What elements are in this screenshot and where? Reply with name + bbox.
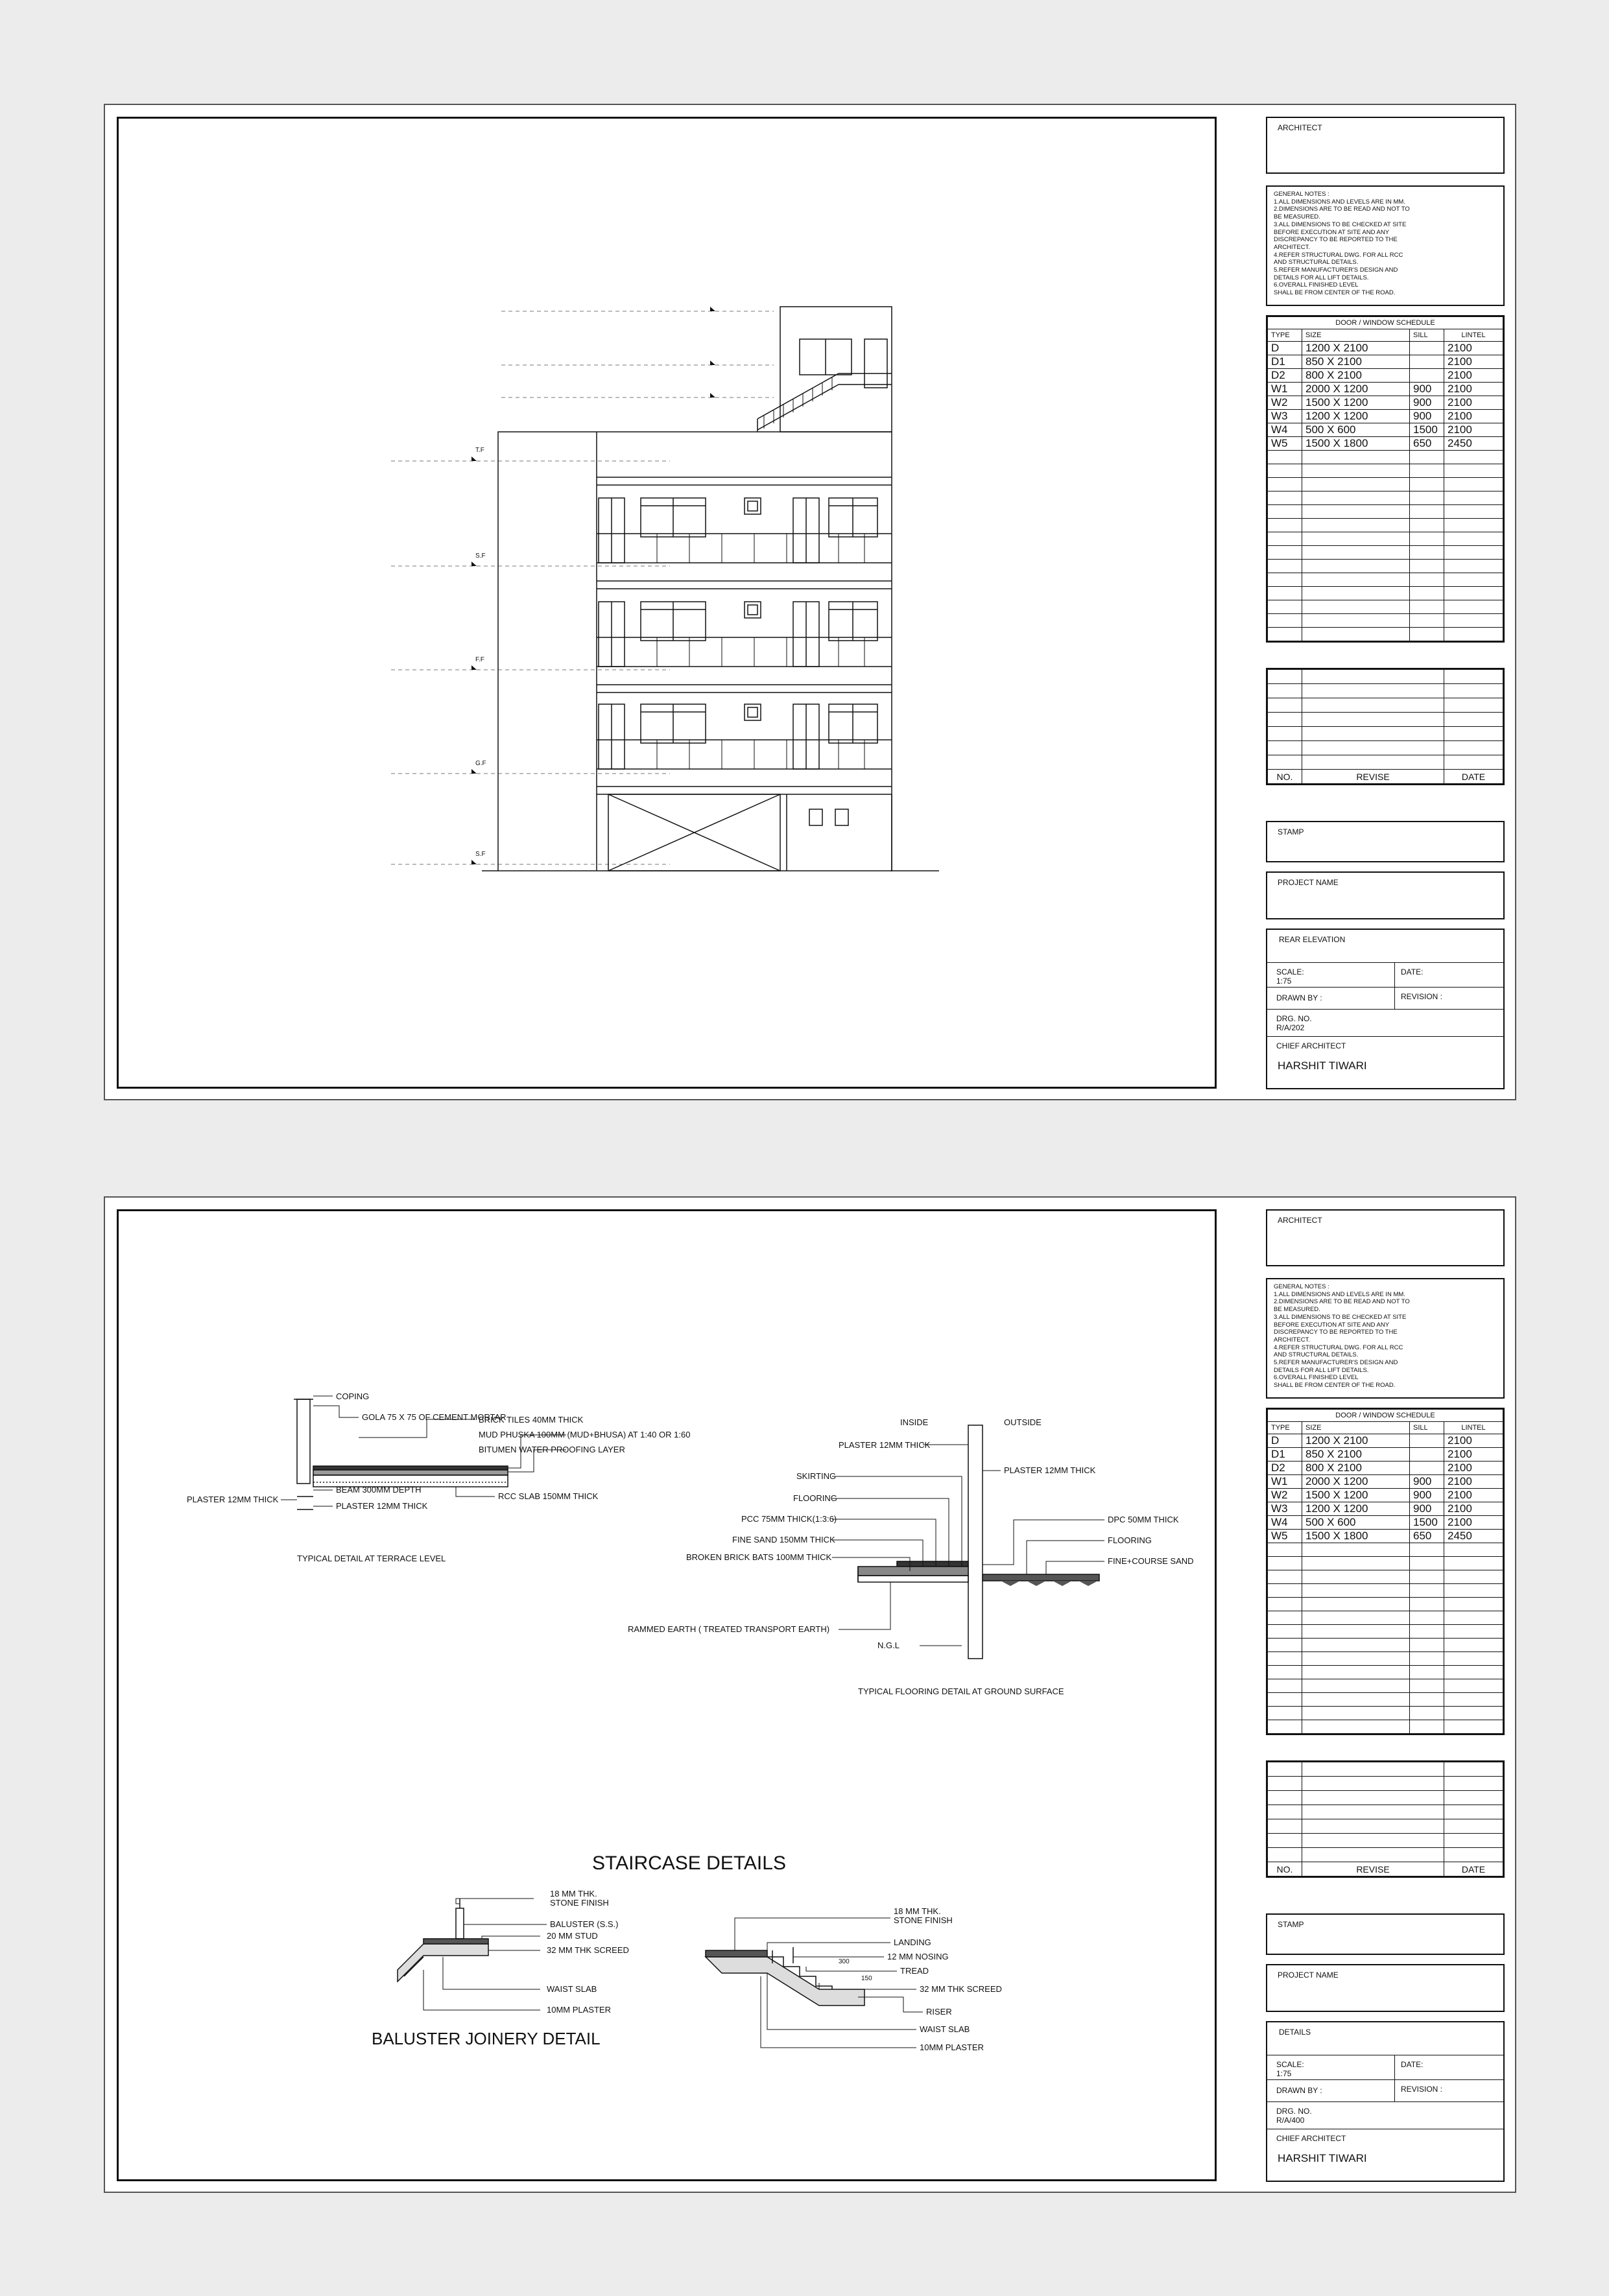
- title-block: [1266, 117, 1503, 1087]
- schedule-cell: 2100: [1444, 1462, 1503, 1475]
- schedule-cell: 1200 X 1200: [1302, 1502, 1410, 1516]
- revision-table: [1266, 668, 1505, 785]
- note-line: 2.DIMENSIONS ARE TO BE READ AND NOT TO: [1274, 206, 1410, 213]
- stair-label-landing: LANDING: [894, 1937, 931, 1947]
- schedule-cell: W2: [1268, 396, 1302, 410]
- drawing-sheet-rear-elevation: [104, 104, 1516, 1100]
- scale-label: SCALE:: [1276, 967, 1304, 976]
- schedule-cell: 800 X 2100: [1302, 1462, 1410, 1475]
- schedule-cell: D2: [1268, 1462, 1302, 1475]
- general-notes-box: [1266, 185, 1505, 306]
- schedule-cell: 500 X 600: [1302, 423, 1410, 437]
- stamp-label: STAMP: [1278, 827, 1304, 836]
- schedule-cell: [1410, 342, 1444, 355]
- schedule-header: LINTEL: [1444, 329, 1503, 342]
- schedule-cell: W5: [1268, 437, 1302, 451]
- baluster-label-stone-finish: STONE FINISH: [550, 1898, 609, 1908]
- revision-label: REVISION :: [1401, 992, 1443, 1001]
- schedule-cell: 500 X 600: [1302, 1516, 1410, 1530]
- flooring-label-brick-bats: BROKEN BRICK BATS 100MM THICK: [686, 1552, 832, 1562]
- schedule-cell: 2100: [1444, 423, 1503, 437]
- schedule-cell: W2: [1268, 1489, 1302, 1502]
- schedule-cell: W1: [1268, 383, 1302, 396]
- note-line: ARCHITECT.: [1274, 243, 1310, 251]
- schedule-cell: 1200 X 2100: [1302, 1434, 1410, 1448]
- schedule-cell: W5: [1268, 1530, 1302, 1543]
- schedule-cell: 2100: [1444, 1434, 1503, 1448]
- schedule-cell: 1200 X 2100: [1302, 342, 1410, 355]
- terrace-label-gola: GOLA 75 X 75 OF CEMENT MORTAR: [362, 1412, 507, 1422]
- schedule-row: [1268, 1434, 1503, 1448]
- schedule-header: TYPE: [1268, 329, 1302, 342]
- schedule-cell: 900: [1410, 1475, 1444, 1489]
- date-label: DATE:: [1401, 967, 1424, 976]
- schedule-cell: W3: [1268, 410, 1302, 423]
- schedule-cell: 2450: [1444, 437, 1503, 451]
- schedule-row: [1268, 383, 1503, 396]
- note-line: 5.REFER MANUFACTURER'S DESIGN AND: [1274, 1359, 1398, 1367]
- stair-label-stone-finish: STONE FINISH: [894, 1915, 953, 1925]
- schedule-cell: 650: [1410, 1530, 1444, 1543]
- schedule-cell: [1410, 355, 1444, 369]
- schedule-cell: 900: [1410, 383, 1444, 396]
- schedule-cell: 2100: [1444, 396, 1503, 410]
- level-tag-gf: G.F: [475, 760, 486, 767]
- flooring-caption: TYPICAL FLOORING DETAIL AT GROUND SURFACE: [858, 1686, 1064, 1696]
- architect-box: [1266, 117, 1505, 174]
- general-notes: [1274, 191, 1423, 297]
- note-line: 1.ALL DIMENSIONS AND LEVELS ARE IN MM.: [1274, 198, 1405, 206]
- schedule-cell: 850 X 2100: [1302, 1448, 1410, 1462]
- note-line: 2.DIMENSIONS ARE TO BE READ AND NOT TO: [1274, 1298, 1410, 1306]
- project-name-box: [1266, 1964, 1505, 2012]
- revision-header-no: NO.: [1268, 1862, 1302, 1876]
- note-line: 1.ALL DIMENSIONS AND LEVELS ARE IN MM.: [1274, 1290, 1405, 1298]
- schedule-cell: W1: [1268, 1475, 1302, 1489]
- schedule-header: SILL: [1410, 1422, 1444, 1434]
- schedule-cell: 2000 X 1200: [1302, 383, 1410, 396]
- terrace-label-plaster-left: PLASTER 12MM THICK: [187, 1495, 279, 1504]
- schedule-cell: 1500 X 1800: [1302, 1530, 1410, 1543]
- schedule-cell: D1: [1268, 355, 1302, 369]
- schedule-cell: 650: [1410, 437, 1444, 451]
- flooring-label-flooring-inside: FLOORING: [793, 1493, 837, 1503]
- schedule-cell: W4: [1268, 1516, 1302, 1530]
- schedule-row: [1268, 1530, 1503, 1543]
- flooring-label-outside: OUTSIDE: [1004, 1417, 1042, 1427]
- stair-label-nosing: 12 MM NOSING: [887, 1952, 949, 1961]
- schedule-cell: 1500: [1410, 423, 1444, 437]
- level-tag-sf: S.F: [475, 552, 486, 560]
- door-window-schedule: [1266, 315, 1505, 643]
- drg-no-label: DRG. NO.: [1276, 1014, 1312, 1023]
- terrace-label-rcc-slab: RCC SLAB 150MM THICK: [498, 1491, 599, 1501]
- project-name-box: [1266, 871, 1505, 919]
- schedule-cell: 2100: [1444, 1489, 1503, 1502]
- baluster-detail: [372, 1889, 629, 2048]
- baluster-caption: BALUSTER JOINERY DETAIL: [372, 2029, 601, 2048]
- door-window-schedule: [1266, 1408, 1505, 1735]
- schedule-header: SIZE: [1302, 329, 1410, 342]
- staircase-title: STAIRCASE DETAILS: [592, 1852, 786, 1874]
- baluster-label-waist-slab: WAIST SLAB: [547, 1984, 597, 1994]
- schedule-row: [1268, 396, 1503, 410]
- terrace-label-beam: BEAM 300MM DEPTH: [336, 1485, 422, 1495]
- flooring-label-ngl: N.G.L: [877, 1640, 900, 1650]
- schedule-row: [1268, 1516, 1503, 1530]
- date-label: DATE:: [1401, 2060, 1424, 2069]
- note-line: DETAILS FOR ALL LIFT DETAILS.: [1274, 1366, 1369, 1374]
- schedule-cell: 1500 X 1200: [1302, 396, 1410, 410]
- drg-no-value: R/A/400: [1276, 2116, 1305, 2125]
- project-name-label: PROJECT NAME: [1278, 1971, 1339, 1980]
- note-line: SHALL BE FROM CENTER OF THE ROAD.: [1274, 289, 1396, 297]
- stair-label-18mm: 18 MM THK.: [894, 1906, 941, 1916]
- chief-architect-name: HARSHIT TIWARI: [1278, 2152, 1367, 2164]
- flooring-label-inside: INSIDE: [900, 1417, 929, 1427]
- stair-label-tread: TREAD: [900, 1966, 929, 1976]
- drawing-title: DETAILS: [1279, 2028, 1311, 2037]
- schedule-header: LINTEL: [1444, 1422, 1503, 1434]
- chief-architect-label: CHIEF ARCHITECT: [1276, 1041, 1346, 1050]
- drawing-sheet-details: [104, 1196, 1516, 2193]
- architect-label: ARCHITECT: [1278, 123, 1322, 132]
- baluster-label-stud: 20 MM STUD: [547, 1931, 598, 1941]
- schedule-cell: 2100: [1444, 1475, 1503, 1489]
- schedule-header: SIZE: [1302, 1422, 1410, 1434]
- flooring-label-rammed-earth: RAMMED EARTH ( TREATED TRANSPORT EARTH): [628, 1624, 830, 1634]
- schedule-row: [1268, 1475, 1503, 1489]
- schedule-title: DOOR / WINDOW SCHEDULE: [1268, 1410, 1503, 1422]
- general-notes-box: [1266, 1278, 1505, 1399]
- schedule-cell: 900: [1410, 1489, 1444, 1502]
- terrace-label-plaster-right: PLASTER 12MM THICK: [336, 1501, 428, 1511]
- drawn-by-label: DRAWN BY :: [1276, 993, 1322, 1002]
- note-line: AND STRUCTURAL DETAILS.: [1274, 1351, 1359, 1359]
- drawing-title: REAR ELEVATION: [1279, 935, 1346, 944]
- note-line: SHALL BE FROM CENTER OF THE ROAD.: [1274, 1382, 1396, 1390]
- schedule-row: [1268, 1462, 1503, 1475]
- revision-table: [1266, 1760, 1505, 1878]
- note-line: 4.REFER STRUCTURAL DWG. FOR ALL RCC: [1274, 1343, 1403, 1351]
- flooring-label-dpc: DPC 50MM THICK: [1108, 1515, 1179, 1524]
- terrace-label-brick-tiles: BRICK TILES 40MM THICK: [479, 1415, 584, 1425]
- terrace-label-mud-phuska: MUD PHUSKA 100MM (MUD+BHUSA) AT 1:40 OR 1:60: [479, 1430, 691, 1439]
- flooring-label-fine-sand: FINE SAND 150MM THICK: [732, 1535, 835, 1544]
- revision-header-date: DATE: [1444, 1862, 1503, 1876]
- schedule-cell: D2: [1268, 369, 1302, 383]
- note-line: 3.ALL DIMENSIONS TO BE CHECKED AT SITE: [1274, 220, 1407, 228]
- schedule-cell: 2100: [1444, 342, 1503, 355]
- stair-label-plaster: 10MM PLASTER: [920, 2042, 984, 2052]
- schedule-cell: 800 X 2100: [1302, 369, 1410, 383]
- note-line: DETAILS FOR ALL LIFT DETAILS.: [1274, 274, 1369, 281]
- schedule-cell: 1500 X 1800: [1302, 437, 1410, 451]
- revision-header-no: NO.: [1268, 770, 1302, 784]
- terrace-label-coping: COPING: [336, 1391, 370, 1401]
- terrace-label-bitumen: BITUMEN WATER PROOFING LAYER: [479, 1445, 625, 1454]
- flooring-label-skirting: SKIRTING: [796, 1471, 837, 1481]
- schedule-cell: D: [1268, 342, 1302, 355]
- schedule-cell: [1410, 1462, 1444, 1475]
- schedule-cell: 2100: [1444, 355, 1503, 369]
- drawing-area: [117, 1209, 1217, 2181]
- schedule-row: [1268, 437, 1503, 451]
- note-line: BEFORE EXECUTION AT SITE AND ANY: [1274, 228, 1390, 236]
- stamp-box: [1266, 1913, 1505, 1955]
- schedule-header: SILL: [1410, 329, 1444, 342]
- level-tag-ff: F.F: [475, 656, 484, 663]
- schedule-cell: 1500 X 1200: [1302, 1489, 1410, 1502]
- stair-dim-300: 300: [839, 1958, 850, 1965]
- schedule-cell: [1410, 369, 1444, 383]
- chief-architect-label: CHIEF ARCHITECT: [1276, 2134, 1346, 2143]
- schedule-cell: 2100: [1444, 1502, 1503, 1516]
- schedule-cell: 2000 X 1200: [1302, 1475, 1410, 1489]
- schedule-row: [1268, 369, 1503, 383]
- schedule-cell: D: [1268, 1434, 1302, 1448]
- note-line: 3.ALL DIMENSIONS TO BE CHECKED AT SITE: [1274, 1313, 1407, 1321]
- note-line: GENERAL NOTES :: [1274, 191, 1329, 198]
- schedule-row: [1268, 342, 1503, 355]
- stamp-box: [1266, 821, 1505, 862]
- note-line: BEFORE EXECUTION AT SITE AND ANY: [1274, 1321, 1390, 1329]
- stair-label-screed: 32 MM THK SCREED: [920, 1984, 1002, 1994]
- schedule-cell: 1500: [1410, 1516, 1444, 1530]
- note-line: 6.OVERALL FINISHED LEVEL: [1274, 281, 1359, 289]
- note-line: BE MEASURED.: [1274, 213, 1320, 221]
- details-drawing: [119, 1211, 1215, 2179]
- stamp-label: STAMP: [1278, 1920, 1304, 1929]
- schedule-cell: 1200 X 1200: [1302, 410, 1410, 423]
- project-name-label: PROJECT NAME: [1278, 878, 1339, 887]
- baluster-label-plaster: 10MM PLASTER: [547, 2005, 611, 2015]
- schedule-cell: 2100: [1444, 1448, 1503, 1462]
- chief-architect-name: HARSHIT TIWARI: [1278, 1059, 1367, 1072]
- scale-value: 1:75: [1276, 2069, 1292, 2078]
- terrace-caption: TYPICAL DETAIL AT TERRACE LEVEL: [297, 1554, 446, 1563]
- drawing-info-box: [1266, 929, 1505, 1089]
- note-line: BE MEASURED.: [1274, 1306, 1320, 1314]
- schedule-cell: 2450: [1444, 1530, 1503, 1543]
- note-line: 4.REFER STRUCTURAL DWG. FOR ALL RCC: [1274, 251, 1403, 259]
- baluster-label-screed: 32 MM THK SCREED: [547, 1945, 629, 1955]
- schedule-row: [1268, 355, 1503, 369]
- stair-label-waist-slab: WAIST SLAB: [920, 2024, 970, 2034]
- flooring-label-pcc: PCC 75MM THICK(1:3:6): [741, 1514, 837, 1524]
- scale-value: 1:75: [1276, 976, 1292, 986]
- terrace-detail: [187, 1391, 690, 1563]
- revision-header-revise: REVISE: [1302, 770, 1444, 784]
- level-tag-tf: T.F: [475, 447, 484, 454]
- schedule-cell: W4: [1268, 423, 1302, 437]
- schedule-row: [1268, 410, 1503, 423]
- flooring-label-plaster-inside: PLASTER 12MM THICK: [839, 1440, 931, 1450]
- note-line: ARCHITECT.: [1274, 1336, 1310, 1343]
- stair-label-riser: RISER: [926, 2007, 952, 2017]
- drg-no-label: DRG. NO.: [1276, 2107, 1312, 2116]
- drg-no-value: R/A/202: [1276, 1023, 1305, 1032]
- flooring-label-flooring-outside: FLOORING: [1108, 1535, 1152, 1545]
- revision-header-date: DATE: [1444, 770, 1503, 784]
- flooring-label-fine-course-sand: FINE+COURSE SAND: [1108, 1556, 1194, 1566]
- note-line: DISCREPANCY TO BE REPORTED TO THE: [1274, 1329, 1398, 1336]
- flooring-label-plaster-outside: PLASTER 12MM THICK: [1004, 1465, 1096, 1475]
- schedule-header: TYPE: [1268, 1422, 1302, 1434]
- schedule-cell: 2100: [1444, 410, 1503, 423]
- drawn-by-label: DRAWN BY :: [1276, 2086, 1322, 2095]
- flooring-detail: [628, 1417, 1194, 1696]
- architect-box: [1266, 1209, 1505, 1266]
- note-line: 5.REFER MANUFACTURER'S DESIGN AND: [1274, 266, 1398, 274]
- revision-label: REVISION :: [1401, 2085, 1443, 2094]
- schedule-cell: 850 X 2100: [1302, 355, 1410, 369]
- schedule-row: [1268, 1448, 1503, 1462]
- general-notes: [1274, 1283, 1423, 1390]
- note-line: GENERAL NOTES :: [1274, 1283, 1329, 1290]
- schedule-cell: 900: [1410, 396, 1444, 410]
- schedule-row: [1268, 1489, 1503, 1502]
- baluster-label-18mm: 18 MM THK.: [550, 1889, 597, 1899]
- schedule-cell: D1: [1268, 1448, 1302, 1462]
- scale-label: SCALE:: [1276, 2060, 1304, 2069]
- schedule-row: [1268, 1502, 1503, 1516]
- drawing-area: [117, 117, 1217, 1089]
- baluster-label-baluster: BALUSTER (S.S.): [550, 1919, 619, 1929]
- rear-elevation-drawing: [119, 119, 1215, 1087]
- revision-header-revise: REVISE: [1302, 1862, 1444, 1876]
- note-line: DISCREPANCY TO BE REPORTED TO THE: [1274, 236, 1398, 244]
- schedule-cell: [1410, 1448, 1444, 1462]
- schedule-title: DOOR / WINDOW SCHEDULE: [1268, 317, 1503, 329]
- schedule-cell: 900: [1410, 410, 1444, 423]
- schedule-cell: 2100: [1444, 369, 1503, 383]
- schedule-row: [1268, 423, 1503, 437]
- stair-dim-150: 150: [861, 1975, 872, 1982]
- stair-detail: [706, 1906, 1002, 2052]
- schedule-cell: 900: [1410, 1502, 1444, 1516]
- title-block: [1266, 1209, 1503, 2180]
- level-tag-sf-base: S.F: [475, 851, 486, 858]
- schedule-cell: [1410, 1434, 1444, 1448]
- drawing-info-box: [1266, 2021, 1505, 2182]
- note-line: 6.OVERALL FINISHED LEVEL: [1274, 1374, 1359, 1382]
- schedule-cell: W3: [1268, 1502, 1302, 1516]
- schedule-cell: 2100: [1444, 1516, 1503, 1530]
- architect-label: ARCHITECT: [1278, 1216, 1322, 1225]
- note-line: AND STRUCTURAL DETAILS.: [1274, 259, 1359, 266]
- schedule-cell: 2100: [1444, 383, 1503, 396]
